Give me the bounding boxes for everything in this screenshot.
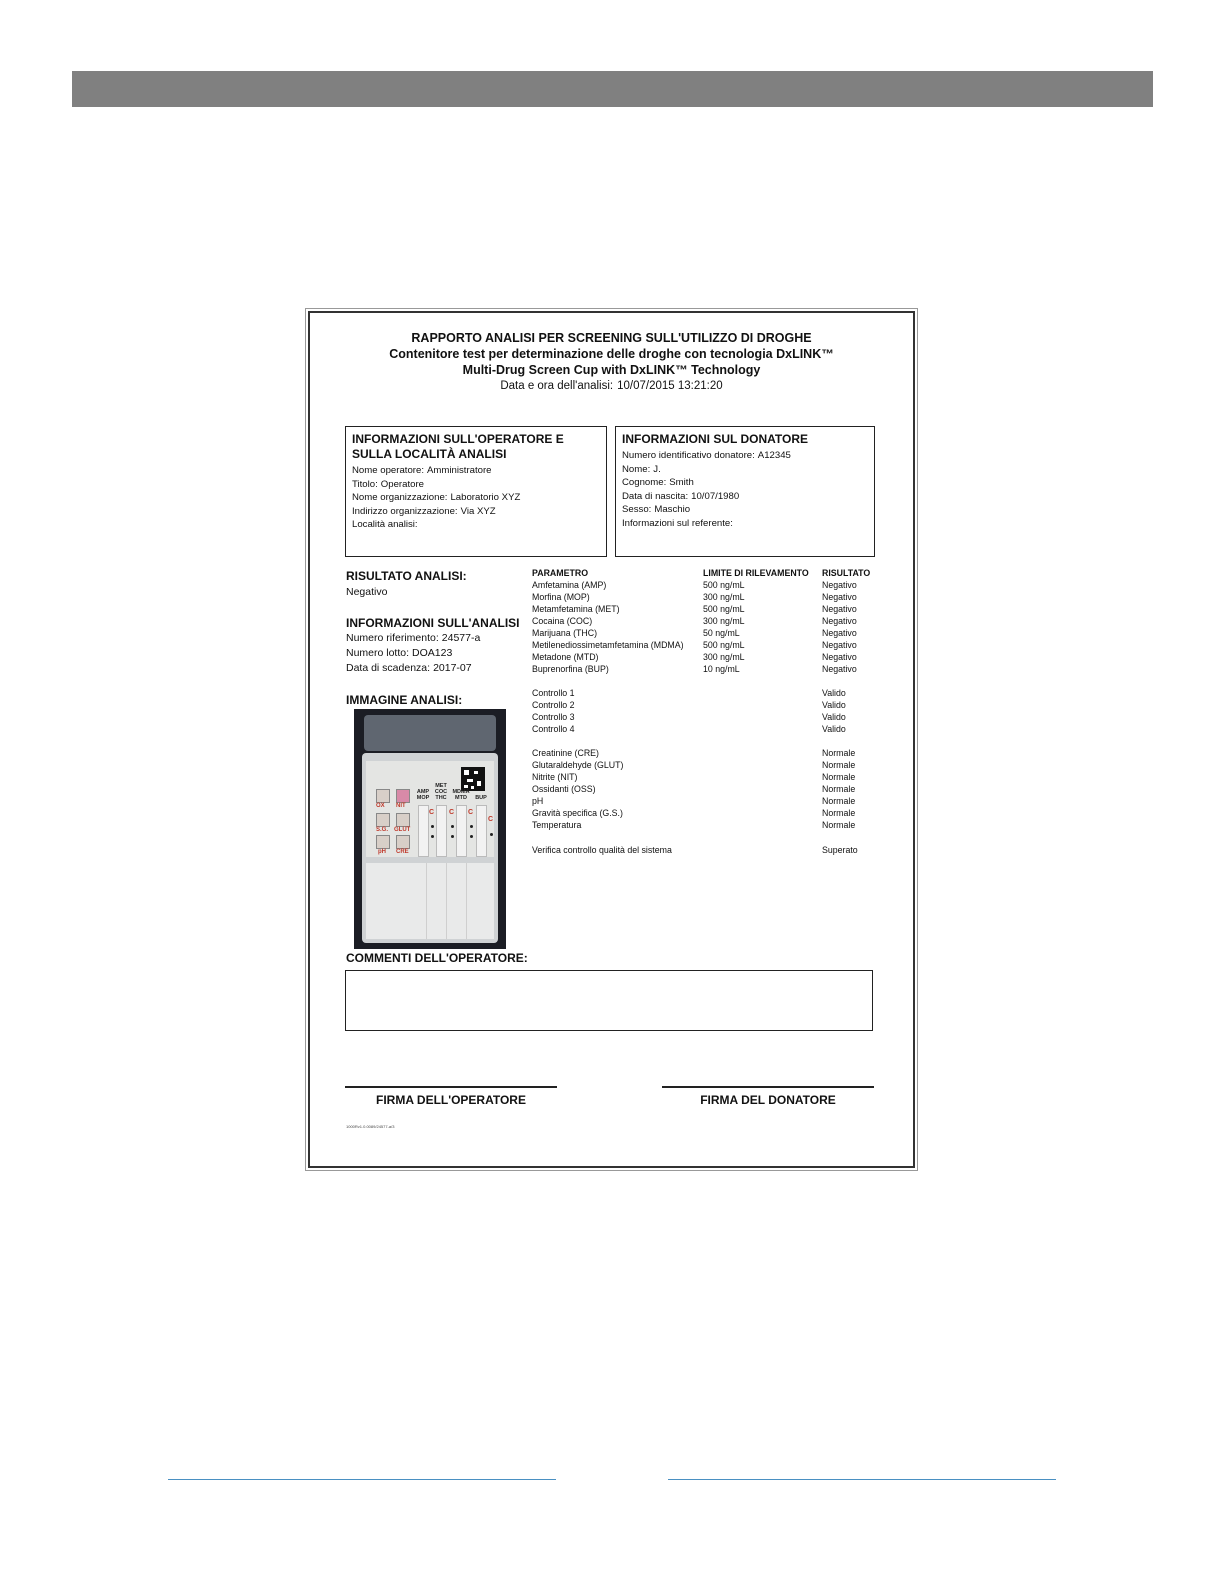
- table-cell: 500 ng/mL: [703, 640, 745, 650]
- table-cell: 300 ng/mL: [703, 652, 745, 662]
- field-label: Indirizzo organizzazione:: [352, 505, 458, 517]
- col-header-limit: LIMITE DI RILEVAMENTO: [703, 568, 809, 578]
- field-label: Nome operatore:: [352, 465, 424, 476]
- operator-field: [352, 478, 600, 492]
- operator-info-box: [345, 426, 607, 557]
- field-label: Numero identificativo donatore:: [622, 450, 755, 461]
- test-line: [431, 835, 434, 838]
- nit-pad: [396, 789, 410, 803]
- field-value: 24577-a: [441, 632, 481, 644]
- table-cell: Metadone (MTD): [532, 652, 599, 662]
- glut-pad: [396, 813, 410, 827]
- pad-label: CRE: [396, 849, 409, 855]
- cup-lid: [364, 715, 496, 751]
- table-cell: Normale: [822, 772, 856, 782]
- test-line: [470, 835, 473, 838]
- test-cup-photo: [354, 709, 506, 949]
- table-cell: Valido: [822, 712, 846, 722]
- cup-body: [362, 753, 498, 943]
- test-line: [451, 825, 454, 828]
- field-value: Operatore: [380, 478, 424, 490]
- table-cell: Amfetamina (AMP): [532, 580, 607, 590]
- field-label: Cognome:: [622, 477, 667, 488]
- donor-field: [622, 449, 868, 463]
- field-label: Data di nascita:: [622, 490, 689, 502]
- operator-field: [352, 518, 600, 532]
- analysis-info-field: [346, 632, 480, 644]
- image-heading: IMMAGINE ANALISI:: [346, 693, 463, 707]
- table-cell: Normale: [822, 760, 856, 770]
- test-strip: [418, 805, 429, 857]
- test-line: [490, 833, 493, 836]
- table-cell: Creatinine (CRE): [532, 748, 599, 758]
- analysis-datetime: [310, 380, 913, 392]
- table-cell: Valido: [822, 724, 846, 734]
- operator-field: [352, 505, 600, 519]
- field-value: Maschio: [654, 504, 691, 515]
- table-cell: Verifica controllo qualità del sistema: [532, 845, 672, 855]
- field-value: Amministratore: [427, 465, 492, 476]
- comments-heading: COMMENTI DELL'OPERATORE:: [346, 951, 528, 965]
- donor-info-title: INFORMAZIONI SUL DONATORE: [622, 432, 808, 446]
- table-cell: pH: [532, 796, 544, 806]
- table-cell: Negativo: [822, 628, 857, 638]
- field-label: Numero lotto:: [346, 647, 410, 659]
- report-screenshot: [308, 311, 915, 1168]
- strip-label: BUP: [475, 795, 487, 801]
- table-cell: Cocaina (COC): [532, 616, 593, 626]
- table-cell: Normale: [822, 808, 856, 818]
- strip-label: MET COC THC: [434, 783, 448, 801]
- field-label: Informazioni sul referente:: [622, 517, 733, 529]
- field-value: J.: [653, 463, 661, 475]
- field-label: Titolo:: [352, 478, 378, 490]
- table-cell: Controllo 2: [532, 700, 575, 710]
- pad-label: S.G.: [376, 827, 389, 833]
- pad-label: pH: [378, 849, 386, 855]
- report-subtitle-it: Contenitore test per determinazione delle droghe con tecnologia DxLINK™: [389, 347, 834, 361]
- footer-code: 1000Rv1.0.0089/24577-a/3: [346, 1124, 395, 1129]
- comments-box: [345, 970, 873, 1031]
- table-cell: Controllo 4: [532, 724, 575, 734]
- table-cell: Glutaraldehyde (GLUT): [532, 760, 624, 770]
- table-cell: Controllo 1: [532, 688, 575, 698]
- operator-info-title: INFORMAZIONI SULL'OPERATORE E SULLA LOCALITÀ ANALISI: [352, 432, 564, 461]
- cup-lower-chamber: [366, 863, 494, 939]
- strip-label: MDMA MTD: [452, 789, 470, 801]
- table-cell: 300 ng/mL: [703, 592, 745, 602]
- donor-field: [622, 476, 868, 490]
- field-value: 2017-07: [433, 662, 472, 674]
- donor-signature-line: [662, 1086, 874, 1088]
- pad-label: NIT: [396, 803, 406, 809]
- donor-field: [622, 463, 868, 477]
- donor-field: [622, 517, 868, 531]
- sg-pad: [376, 813, 390, 827]
- table-cell: Negativo: [822, 616, 857, 626]
- result-value: Negativo: [346, 586, 388, 598]
- operator-field: [352, 464, 600, 478]
- table-cell: Negativo: [822, 652, 857, 662]
- report-title: RAPPORTO ANALISI PER SCREENING SULL'UTILIZZO DI DROGHE: [411, 331, 812, 345]
- col-header-result: RISULTATO: [822, 568, 871, 578]
- table-cell: Marijuana (THC): [532, 628, 598, 638]
- donor-info-box: [615, 426, 875, 557]
- table-cell: Normale: [822, 784, 856, 794]
- table-cell: 10 ng/mL: [703, 664, 740, 674]
- test-line: [431, 825, 434, 828]
- operator-field: [352, 491, 600, 505]
- test-line: [451, 835, 454, 838]
- analysis-info-heading: INFORMAZIONI SULL'ANALISI: [346, 616, 520, 630]
- table-cell: Negativo: [822, 604, 857, 614]
- table-cell: Metilenediossimetamfetamina (MDMA): [532, 640, 684, 650]
- test-card: [366, 761, 494, 857]
- table-cell: Negativo: [822, 580, 857, 590]
- pad-label: OX: [376, 803, 385, 809]
- table-cell: Morfina (MOP): [532, 592, 590, 602]
- field-label: Nome:: [622, 463, 651, 475]
- field-value: DOA123: [412, 647, 453, 659]
- field-value: A12345: [757, 450, 791, 461]
- control-mark: C: [488, 816, 494, 823]
- table-cell: Ossidanti (OSS): [532, 784, 596, 794]
- field-label: Nome organizzazione:: [352, 492, 448, 503]
- table-cell: Valido: [822, 688, 846, 698]
- control-mark: C: [468, 809, 474, 816]
- table-cell: Negativo: [822, 640, 857, 650]
- report-subtitle-en: Multi-Drug Screen Cup with DxLINK™ Technology: [462, 363, 761, 377]
- table-cell: Negativo: [822, 592, 857, 602]
- field-label: Sesso:: [622, 504, 652, 515]
- field-label: Località analisi:: [352, 519, 418, 530]
- table-cell: Normale: [822, 748, 856, 758]
- table-cell: 500 ng/mL: [703, 604, 745, 614]
- table-cell: Buprenorfina (BUP): [532, 664, 609, 674]
- test-strip: [436, 805, 447, 857]
- donor-signature-label: FIRMA DEL DONATORE: [700, 1093, 836, 1107]
- test-strip: [456, 805, 467, 857]
- field-value: 10/07/1980: [691, 490, 740, 502]
- result-heading: RISULTATO ANALISI:: [346, 569, 467, 583]
- strip-label: AMP MOP: [416, 789, 430, 801]
- table-cell: Normale: [822, 796, 856, 806]
- table-cell: 50 ng/mL: [703, 628, 740, 638]
- header-bar: [72, 71, 1153, 107]
- table-cell: Gravità specifica (G.S.): [532, 808, 623, 818]
- analysis-datetime-label: Data e ora dell'analisi:: [500, 380, 614, 392]
- footer-line-left: [168, 1479, 556, 1480]
- control-mark: C: [429, 809, 435, 816]
- ph-pad: [376, 835, 390, 849]
- analysis-datetime-value: 10/07/2015 13:21:20: [617, 380, 723, 392]
- donor-field: [622, 503, 868, 517]
- table-cell: Negativo: [822, 664, 857, 674]
- table-cell: Metamfetamina (MET): [532, 604, 620, 614]
- table-cell: Valido: [822, 700, 846, 710]
- field-label: Data di scadenza:: [346, 662, 431, 674]
- analysis-info-field: [346, 647, 452, 659]
- table-cell: Normale: [822, 820, 856, 830]
- operator-signature-line: [345, 1086, 557, 1088]
- field-value: Laboratorio XYZ: [450, 492, 521, 503]
- table-cell: Nitrite (NIT): [532, 772, 578, 782]
- table-cell: 500 ng/mL: [703, 580, 745, 590]
- test-strip: [476, 805, 487, 857]
- field-value: Via XYZ: [460, 505, 496, 517]
- cre-pad: [396, 835, 410, 849]
- table-cell: Superato: [822, 845, 858, 855]
- test-line: [470, 825, 473, 828]
- qr-code-icon: [461, 767, 485, 791]
- donor-field: [622, 490, 868, 504]
- ox-pad: [376, 789, 390, 803]
- pad-label: GLUT: [394, 827, 411, 833]
- table-cell: Temperatura: [532, 820, 582, 830]
- field-label: Numero riferimento:: [346, 632, 439, 644]
- operator-signature-label: FIRMA DELL'OPERATORE: [376, 1093, 526, 1107]
- control-mark: C: [449, 809, 455, 816]
- field-value: Smith: [669, 477, 694, 488]
- footer-line-right: [668, 1479, 1056, 1480]
- col-header-param: PARAMETRO: [532, 568, 589, 578]
- table-cell: 300 ng/mL: [703, 616, 745, 626]
- analysis-info-field: [346, 662, 472, 674]
- table-cell: Controllo 3: [532, 712, 575, 722]
